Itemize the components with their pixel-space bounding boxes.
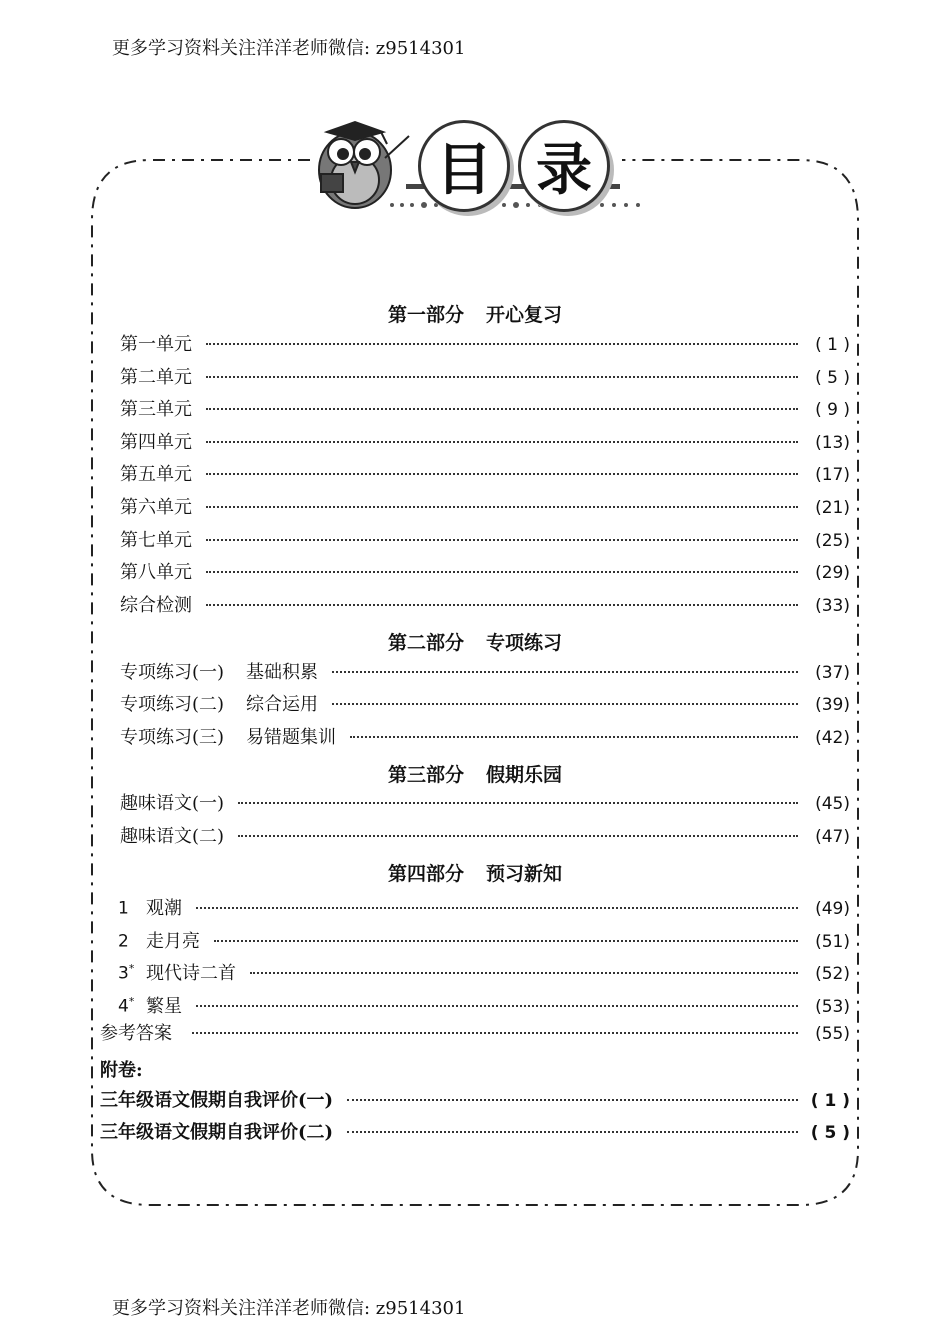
toc-entry[interactable] (120, 662, 850, 684)
toc-entry[interactable] (120, 399, 850, 421)
section-subtitle: 预习新知 (486, 863, 563, 885)
toc-entry[interactable] (118, 893, 850, 919)
toc-entry-sublabel: 综合运用 (246, 694, 319, 715)
watermark-top: 更多学习资料关注洋洋老师微信: z9514301 (112, 38, 466, 59)
section-title-part3 (0, 760, 950, 787)
section-name: 第三部分 (387, 764, 464, 786)
toc-entry-label: 第四单元 (120, 432, 192, 453)
toc-entry-page: (13) (815, 433, 850, 453)
toc-entry-label: 第七单元 (120, 530, 192, 551)
toc-entry-page: (42) (815, 728, 850, 748)
toc-entry-label: 趣味语文(一) (120, 793, 225, 814)
toc-entry-label: 专项练习(一) (120, 662, 225, 683)
toc-entry[interactable] (120, 530, 850, 552)
lesson-number (118, 926, 146, 953)
toc-entry-label: 第二单元 (120, 367, 192, 388)
toc-entry[interactable] (120, 793, 850, 815)
toc-entry-sublabel: 易错题集训 (246, 727, 337, 748)
toc-entry-label: 三年级语文假期自我评价(二) (100, 1122, 334, 1143)
toc-entry[interactable] (118, 958, 850, 984)
toc-entry[interactable] (120, 367, 850, 389)
lesson-number (118, 991, 146, 1018)
toc-entry-label: 第六单元 (120, 497, 192, 518)
toc-entry[interactable] (120, 464, 850, 486)
lesson-num-value: 3 (118, 963, 129, 984)
toc-entry-label: 参考答案 (100, 1023, 172, 1044)
toc-entry-page: (52) (815, 963, 850, 984)
section-title-part4 (0, 859, 950, 886)
toc-entry-page: (49) (815, 898, 850, 919)
toc-entry-label: 综合检测 (120, 595, 192, 616)
toc-entry-page: (53) (815, 996, 850, 1017)
toc-entry-label: 专项练习(三) (120, 727, 225, 748)
toc-entry-label: 第三单元 (120, 399, 192, 420)
toc-entry-label: 第五单元 (120, 464, 192, 485)
toc-entry[interactable] (118, 991, 850, 1017)
section-title-part1 (0, 300, 950, 327)
toc-entry-page: (45) (815, 794, 850, 814)
toc-entry-page: (51) (815, 931, 850, 952)
toc-entry[interactable] (118, 926, 850, 952)
lesson-number (118, 893, 146, 920)
toc-entry-answers[interactable] (100, 1023, 850, 1045)
toc-entry-label: 专项练习(二) (120, 694, 225, 715)
toc-entry-page: ( 9 ) (815, 400, 850, 420)
toc-title (300, 108, 660, 218)
toc-entry-page: (47) (815, 827, 850, 847)
toc-entry-label: 第一单元 (120, 334, 192, 355)
section-name: 第四部分 (387, 863, 464, 885)
title-char-lu: 录 (518, 120, 610, 212)
lesson-num-value: 2 (118, 931, 129, 952)
toc-entry-label: 现代诗二首 (146, 962, 236, 984)
toc-entry-label: 观潮 (146, 897, 182, 919)
toc-entry-page: (39) (815, 695, 850, 715)
toc-entry-sublabel: 基础积累 (246, 662, 319, 683)
toc-entry-label: 趣味语文(二) (120, 826, 225, 847)
section-name: 第二部分 (387, 632, 464, 654)
toc-entry[interactable] (120, 432, 850, 454)
toc-entry-page: ( 5 ) (810, 1123, 850, 1143)
lesson-number (118, 958, 146, 985)
optional-marker: * (128, 995, 135, 1008)
toc-entry-page: ( 1 ) (810, 1091, 850, 1111)
toc-entry[interactable] (120, 334, 850, 356)
toc-entry[interactable] (120, 497, 850, 519)
toc-entry-page: (29) (815, 563, 850, 583)
toc-entry[interactable] (120, 727, 850, 749)
section-subtitle: 开心复习 (486, 304, 563, 326)
lesson-num-value: 1 (118, 898, 129, 919)
toc-entry-label: 走月亮 (146, 930, 200, 952)
section-title-part2 (0, 628, 950, 655)
toc-entry-page: (55) (815, 1024, 850, 1044)
optional-marker: * (128, 962, 135, 975)
toc-entry-label: 繁星 (146, 995, 182, 1017)
lesson-num-value: 4 (118, 996, 129, 1017)
section-subtitle: 假期乐园 (486, 764, 563, 786)
toc-entry-page: (33) (815, 596, 850, 616)
toc-entry-page: (25) (815, 531, 850, 551)
toc-entry[interactable] (120, 595, 850, 617)
toc-entry-page: ( 5 ) (815, 368, 850, 388)
toc-entry-appendix[interactable] (100, 1090, 850, 1112)
toc-entry-page: (17) (815, 465, 850, 485)
section-name: 第一部分 (387, 304, 464, 326)
watermark-bottom: 更多学习资料关注洋洋老师微信: z9514301 (112, 1298, 466, 1319)
toc-entry[interactable] (120, 562, 850, 584)
toc-entry[interactable] (120, 694, 850, 716)
title-char-mu: 目 (418, 120, 510, 212)
toc-entry[interactable] (120, 826, 850, 848)
toc-entry-label: 第八单元 (120, 562, 192, 583)
section-subtitle: 专项练习 (486, 632, 563, 654)
toc-entry-label: 三年级语文假期自我评价(一) (100, 1090, 334, 1111)
toc-entry-page: (21) (815, 498, 850, 518)
toc-entry-page: ( 1 ) (815, 335, 850, 355)
toc-entry-appendix[interactable] (100, 1122, 850, 1144)
toc-entry-page: (37) (815, 663, 850, 683)
appendix-heading: 附卷: (100, 1060, 143, 1081)
